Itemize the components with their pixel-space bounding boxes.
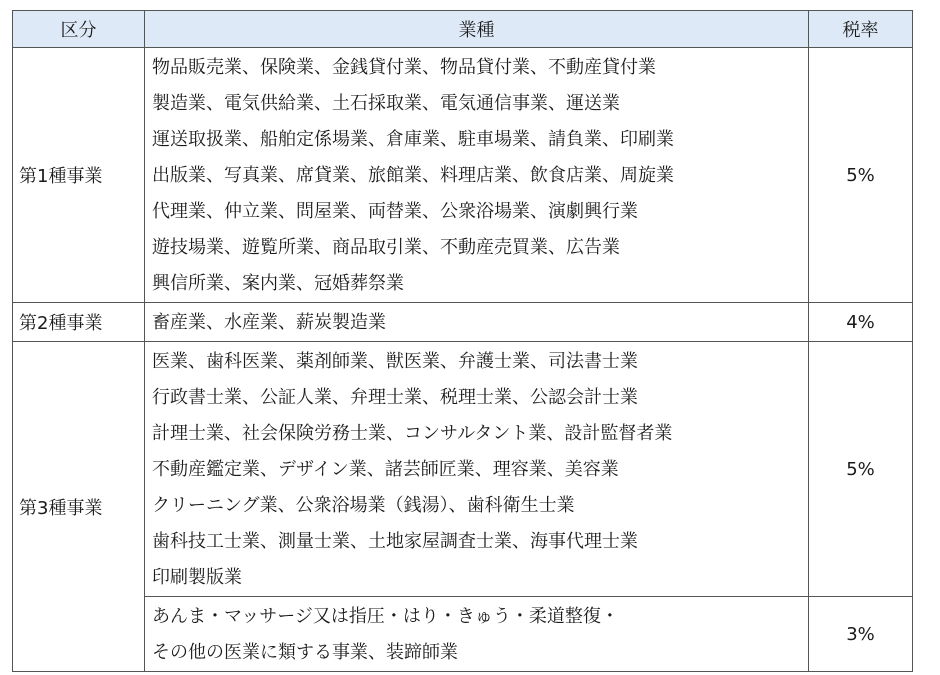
category-cell: 第3種事業 (13, 342, 145, 672)
industry-line: 不動産鑑定業、デザイン業、諸芸師匠業、理容業、美容業 (152, 459, 619, 480)
industry-line: 行政書士業、公証人業、弁理士業、税理士業、公認会計士業 (152, 387, 638, 408)
table-row-type3 (13, 342, 913, 597)
rate-cell: 5% (809, 48, 913, 303)
industry-line: 歯科技工士業、測量士業、土地家屋調査士業、海事代理士業 (152, 531, 638, 552)
rate-cell: 3% (809, 597, 913, 672)
industry-line: その他の医業に類する事業、装蹄師業 (152, 642, 458, 663)
table-row-type2 (13, 303, 913, 342)
header-industry: 業種 (145, 11, 809, 48)
industry-cell (145, 48, 809, 303)
header-rate: 税率 (809, 11, 913, 48)
industry-line: 畜産業、水産業、薪炭製造業 (152, 312, 386, 333)
industry-line: あんま・マッサージ又は指圧・はり・きゅう・柔道整復・ (152, 606, 619, 627)
industry-line: 物品販売業、保険業、金銭貸付業、物品貸付業、不動産貸付業 (152, 57, 656, 78)
header-category: 区分 (13, 11, 145, 48)
rate-cell: 4% (809, 303, 913, 342)
industry-line: クリーニング業、公衆浴場業（銭湯）、歯科衛生士業 (152, 495, 575, 516)
industry-line: 代理業、仲立業、問屋業、両替業、公衆浴場業、演劇興行業 (152, 201, 638, 222)
industry-line: 医業、歯科医業、薬剤師業、獣医業、弁護士業、司法書士業 (152, 351, 638, 372)
industry-line: 運送取扱業、船舶定係場業、倉庫業、駐車場業、請負業、印刷業 (152, 129, 674, 150)
industry-line: 印刷製版業 (152, 567, 242, 588)
header-row (13, 11, 913, 48)
category-cell: 第2種事業 (13, 303, 145, 342)
tax-rate-table (12, 10, 913, 672)
category-cell: 第1種事業 (13, 48, 145, 303)
table-row-type1 (13, 48, 913, 303)
industry-line: 遊技場業、遊覧所業、商品取引業、不動産売買業、広告業 (152, 237, 620, 258)
rate-cell: 5% (809, 342, 913, 597)
industry-line: 興信所業、案内業、冠婚葬祭業 (152, 273, 404, 294)
industry-line: 計理士業、社会保険労務士業、コンサルタント業、設計監督者業 (152, 423, 673, 444)
industry-cell (145, 342, 809, 597)
table-row-type3-sub (13, 597, 913, 672)
industry-cell (145, 597, 809, 672)
industry-line: 出版業、写真業、席貸業、旅館業、料理店業、飲食店業、周旋業 (152, 165, 674, 186)
industry-cell (145, 303, 809, 342)
industry-line: 製造業、電気供給業、土石採取業、電気通信事業、運送業 (152, 93, 620, 114)
